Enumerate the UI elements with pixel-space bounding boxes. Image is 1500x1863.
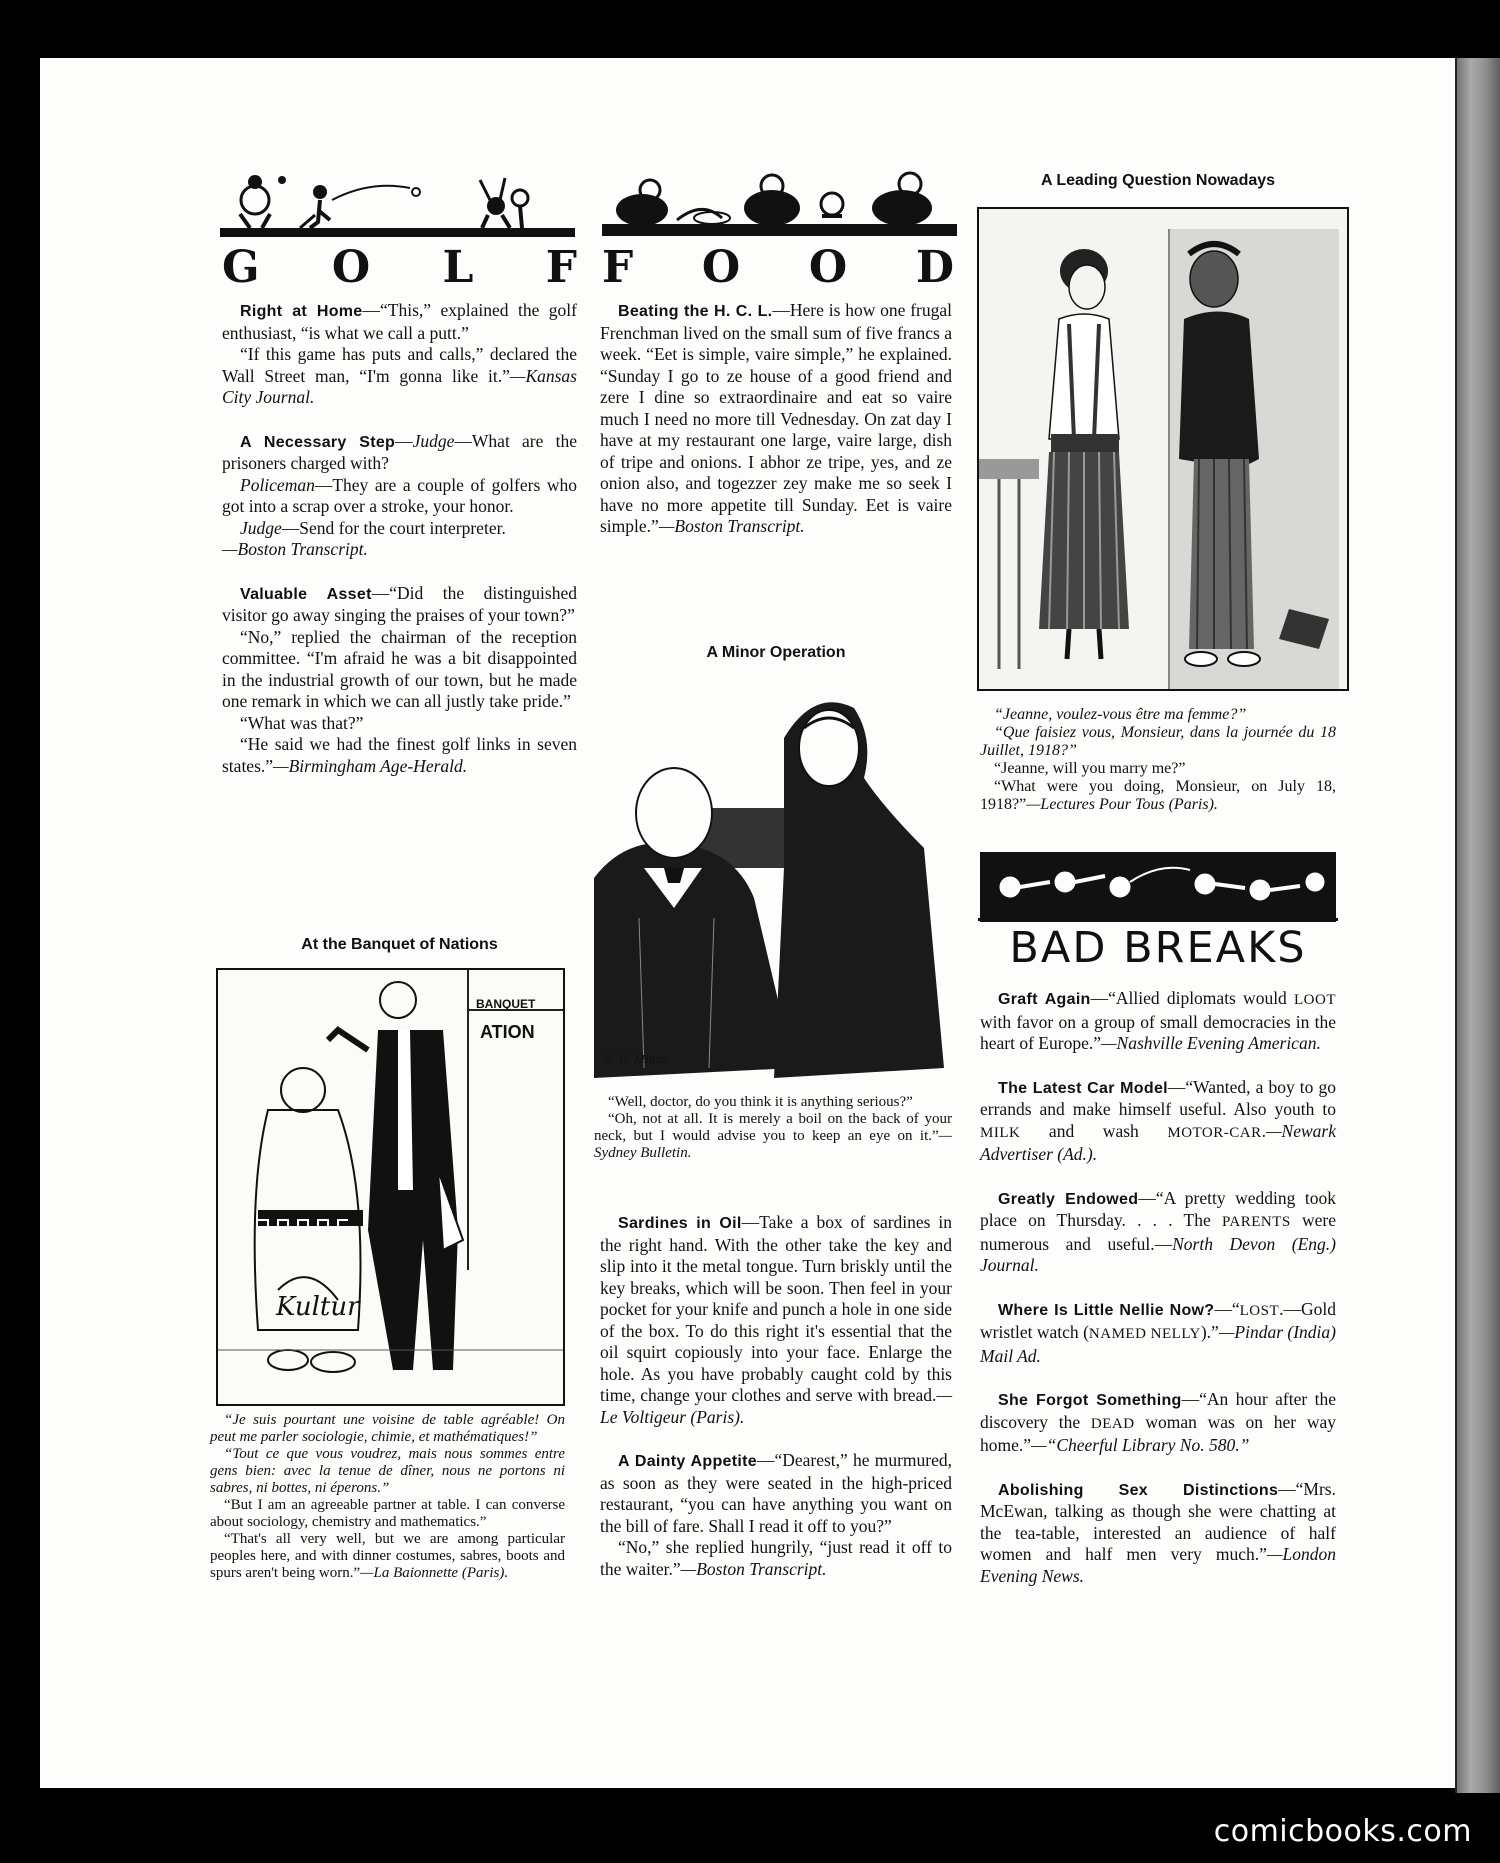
- item-text: —Take a box of sardines in the right hand. With the other take the key and slip into it the metal tongue. Turn briskly until the key breaks, which will be soon. Then feel in your pocket for your knife and punch a hole in one side of the box. To do this right it's essential that the oil squirt copiously into your face. Enlarge the hole. As you have probably caught cold by this time, change your clothes and serve with bread.: [600, 1212, 953, 1405]
- item-text: “If this game has puts and calls,” declared the Wall Street man, “I'm gonna like it.”: [222, 344, 577, 386]
- golf-title: [222, 242, 577, 293]
- item-text: —Here is how one frugal Frenchman lived on the small sum of five francs a week. “Eet is simple, vaire simple,” he explained. “Sunday I go to ze house of a good friend and zere I dine so extraordinaire and eat so vaire much I need no more till Vednesday. On zat day I have at my restaurant one large, vaire large, dish of tripe and onions. I abhor ze tripe, yes, and ze onion also, and togezzer zey make me so seek I have no more appetite till Sunday. Eet is vaire simple.”: [600, 300, 952, 536]
- banquet-cartoon: [216, 968, 565, 1406]
- item-text: ).”: [1200, 1322, 1219, 1342]
- leading-question-drawing: [979, 209, 1347, 689]
- item-text: —“A pretty wedding took place on Thursday. . . . The: [980, 1187, 1336, 1230]
- svg-text:ATION: ATION: [480, 1022, 535, 1042]
- caption-source: —Lectures Pour Tous (Paris).: [1026, 796, 1218, 813]
- caption-english: “But I am an agreeable partner at table. I can converse about sociology, chemistry and mathematics.”: [210, 1497, 565, 1530]
- food-item-beating-hcl: [600, 300, 952, 538]
- golf-item-right-at-home: [222, 300, 577, 409]
- item-source: —Le Voltigeur (Paris).: [600, 1385, 952, 1427]
- item-smallcaps: MOTOR-CAR: [1167, 1124, 1262, 1141]
- caption-french: “Je suis pourtant une voisine de table agréable! On peut me parler sociologie, chimie, et mathématiques!”: [210, 1412, 565, 1445]
- leading-question-title: A Leading Question Nowadays: [1040, 172, 1276, 189]
- leading-question-cartoon: [977, 207, 1349, 691]
- item-source: —Birmingham Age-Herald.: [273, 755, 468, 776]
- banquet-title: At the Banquet of Nations: [301, 936, 498, 953]
- golf-item-necessary-step: [222, 431, 577, 561]
- item-text: —“Wanted, a boy to go errands and make himself useful. Also youth to: [980, 1076, 1336, 1119]
- minor-operation-drawing: [584, 668, 950, 1088]
- bad-breaks-item: [980, 1299, 1336, 1368]
- item-text: woman was on her way home.”: [980, 1411, 1337, 1455]
- item-text: —“: [1214, 1298, 1240, 1319]
- item-source: —“Cheerful Library No. 580.”: [1031, 1435, 1250, 1455]
- bad-breaks-title: BAD BREAKS: [978, 918, 1338, 973]
- item-smallcaps: LOST: [1239, 1302, 1280, 1319]
- bad-breaks-item: [980, 1389, 1336, 1457]
- golf-item-valuable-asset: [222, 583, 577, 778]
- caption-french: “Jeanne, voulez-vous être ma femme?”: [994, 706, 1247, 723]
- caption-french: “Que faisiez vous, Monsieur, dans la journée du 18 Juillet, 1918?”: [980, 724, 1336, 759]
- item-text: were numerous and useful.—: [980, 1210, 1336, 1254]
- item-source: —Boston Transcript.: [222, 539, 368, 559]
- item-heading: Sardines in Oil: [618, 1215, 742, 1232]
- caption-english: “That's all very well, but we are among particular peoples here, and with dinner costumes, sabres, boots and spurs aren't being worn.”: [210, 1531, 565, 1581]
- bad-breaks-item: [980, 1077, 1336, 1166]
- item-heading: Abolishing Sex Distinctions: [998, 1481, 1279, 1499]
- item-text: —They are a couple of golfers who got into a scrap over a stroke, your honor.: [222, 474, 577, 516]
- item-smallcaps: MILK: [980, 1124, 1021, 1141]
- food-title: [602, 242, 954, 293]
- speaker: Judge: [412, 430, 455, 451]
- food-letter-o1: O: [701, 242, 741, 293]
- item-smallcaps: PARENTS: [1221, 1214, 1291, 1230]
- caption-source: —Sydney Bulletin.: [594, 1128, 952, 1161]
- caption-english: “Jeanne, will you marry me?”: [994, 760, 1186, 777]
- food-letter-d: D: [915, 242, 954, 293]
- minor-operation-caption: [594, 1094, 952, 1162]
- item-text: —“Dearest,” he murmured, as soon as they were seated in the high-priced restaurant, “you can have anything you want on the bill of fare. Shall I read it off to you?”: [600, 1450, 952, 1536]
- banquet-caption: [210, 1412, 565, 1582]
- item-text: and wash: [1020, 1120, 1168, 1141]
- item-heading: Right at Home: [240, 303, 363, 320]
- item-heading: A Necessary Step: [240, 433, 396, 451]
- food-letter-o2: O: [808, 242, 848, 293]
- bad-breaks-item: [980, 988, 1336, 1055]
- food-letter-f: F: [602, 242, 634, 293]
- caption-text: “Well, doctor, do you think it is anything serious?”: [608, 1094, 913, 1110]
- item-heading: Graft Again: [998, 991, 1091, 1008]
- food-banner-illustration: [602, 170, 957, 240]
- bad-breaks-banner-illustration: [980, 852, 1336, 922]
- item-source: —Boston Transcript.: [680, 1558, 827, 1579]
- golf-banner-illustration: [220, 170, 575, 240]
- bad-breaks-item: [980, 1188, 1336, 1277]
- item-text: —Send for the court interpreter.: [281, 517, 506, 538]
- page-border: [1455, 58, 1457, 1793]
- item-heading: She Forgot Something: [998, 1392, 1182, 1409]
- caption-english: “What were you doing, Monsieur, on July 18, 1918?”: [980, 778, 1336, 813]
- banquet-drawing: [218, 970, 563, 1404]
- item-dash: —: [395, 430, 413, 451]
- item-text: —“Mrs. McEwan, talking as though she were chatting at the tea-table, interested an audience of half women and half men very much.”: [980, 1478, 1336, 1564]
- item-text: “What was that?”: [240, 712, 364, 733]
- item-text: .—Gold wristlet watch (: [980, 1298, 1336, 1342]
- item-source: —Kansas City Journal.: [222, 365, 577, 407]
- item-text: “No,” replied the chairman of the reception committee. “I'm afraid he was a bit disappointed in the industrial growth of our town, but he made one remark in which we can all justly take pride.”: [222, 626, 577, 711]
- svg-text:BANQUET: BANQUET: [476, 997, 536, 1011]
- food-item-dainty-appetite: [600, 1450, 952, 1580]
- item-heading: The Latest Car Model: [998, 1079, 1168, 1097]
- golf-letter-l: L: [442, 242, 474, 293]
- caption-french: “Tout ce que vous voudrez, mais nous sommes entre gens bien: avec la tenue de dîner, nous ne portons ni sabres, ni bottes, ni éperons.”: [210, 1446, 565, 1496]
- item-smallcaps: NAMED NELLY: [1088, 1326, 1201, 1342]
- item-smallcaps: LOOT: [1294, 992, 1336, 1008]
- speaker: Policeman: [240, 474, 315, 495]
- item-text: “He said we had the finest golf links in seven states.”: [222, 734, 577, 776]
- minor-operation-cartoon: [584, 668, 950, 1088]
- item-text: .: [1261, 1120, 1266, 1141]
- food-column-lower: [600, 1212, 952, 1602]
- leading-question-caption: [980, 706, 1336, 814]
- golf-letter-o: O: [331, 242, 371, 293]
- food-column: [600, 300, 952, 560]
- book-edge: [1455, 58, 1500, 1793]
- caption-text: “Oh, not at all. It is merely a boil on the back of your neck, but I would advise you to keep an eye on it.”: [594, 1111, 952, 1144]
- golf-letter-g: G: [222, 242, 260, 293]
- item-text: —“Did the distinguished visitor go away singing the praises of your town?”: [222, 582, 577, 625]
- item-text: —“An hour after the discovery the: [980, 1389, 1336, 1432]
- site-watermark: comicbooks.com: [1213, 1814, 1472, 1849]
- item-source: —Newark Advertiser (Ad.).: [980, 1120, 1336, 1164]
- bad-breaks-item: [980, 1479, 1336, 1588]
- minor-operation-title: A Minor Operation: [706, 644, 846, 661]
- item-heading: Valuable Asset: [240, 585, 372, 603]
- item-source: —London Evening News.: [980, 1544, 1336, 1586]
- item-text: “No,” she replied hungrily, “just read it off to the waiter.”: [600, 1537, 952, 1579]
- item-heading: Where Is Little Nellie Now?: [998, 1301, 1215, 1319]
- item-heading: Beating the H. C. L.: [618, 303, 773, 320]
- golf-column: [222, 300, 577, 799]
- food-item-sardines: [600, 1212, 952, 1428]
- artist-signature: B. E. Minns: [604, 1053, 669, 1066]
- bad-breaks-column: [980, 988, 1336, 1609]
- item-source: —Nashville Evening American.: [1100, 1033, 1321, 1053]
- golf-letter-f: F: [545, 242, 577, 293]
- caption-source: —La Baionnette (Paris).: [360, 1565, 509, 1581]
- item-heading: A Dainty Appetite: [618, 1453, 757, 1470]
- item-heading: Greatly Endowed: [998, 1190, 1139, 1208]
- item-source: North Devon (Eng.) Journal.: [980, 1233, 1336, 1275]
- kultur-label: Kultur: [276, 1292, 360, 1322]
- item-source: —Boston Transcript.: [658, 516, 805, 536]
- item-text: with favor on a group of small democracies in the heart of Europe.”: [980, 1011, 1336, 1053]
- item-text: —“This,” explained the golf enthusiast, “is what we call a putt.”: [222, 300, 577, 343]
- speaker: Judge: [240, 517, 282, 538]
- item-text: —“Allied diplomats would: [1090, 988, 1294, 1008]
- item-source: —Pindar (India) Mail Ad.: [980, 1322, 1336, 1366]
- item-smallcaps: DEAD: [1090, 1415, 1135, 1432]
- item-text: —What are the prisoners charged with?: [222, 430, 577, 473]
